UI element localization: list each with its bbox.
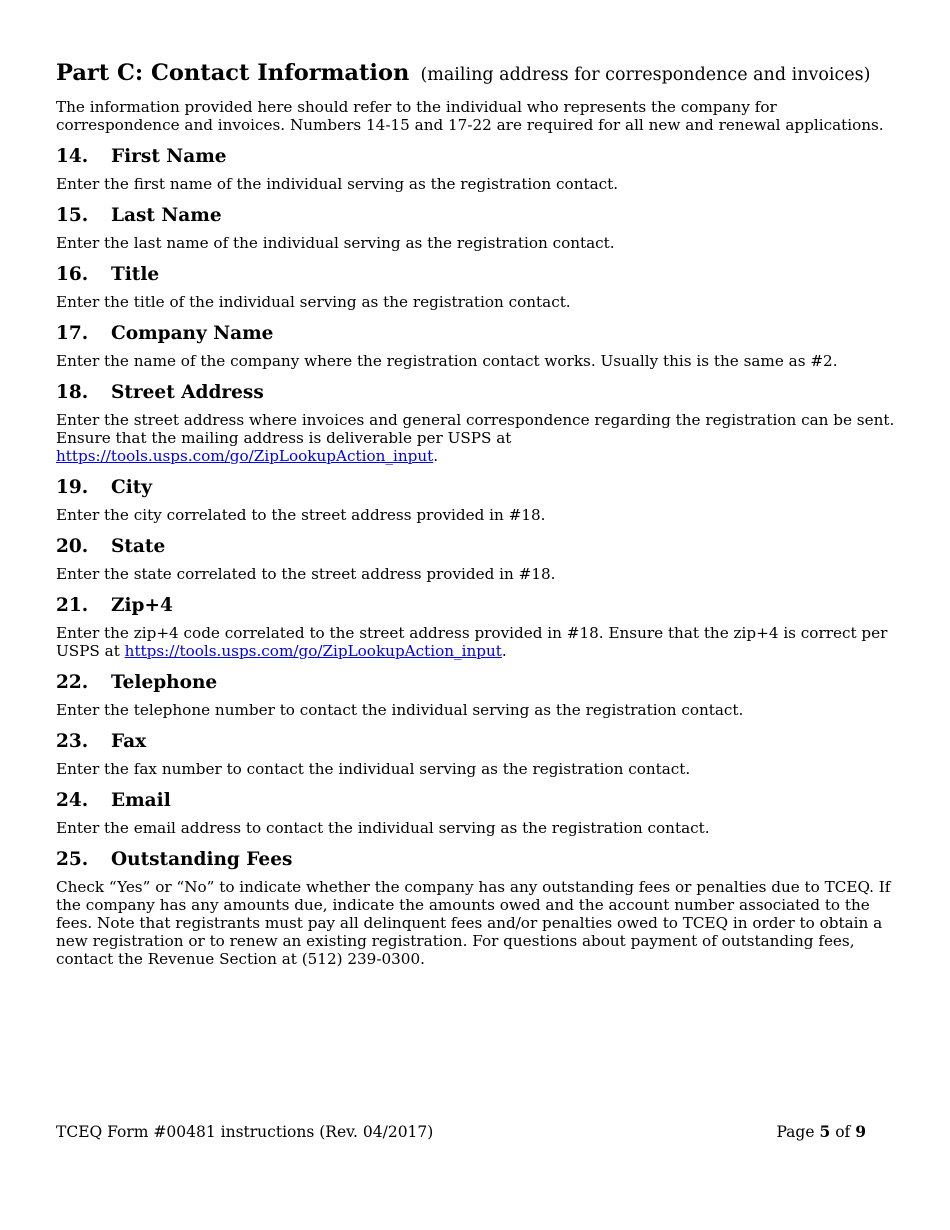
item-body-text: Enter the street address where invoices and general correspondence regarding the registration can be sent. Ensure that the mailing address is deliverable per USPS at bbox=[56, 411, 895, 447]
usps-zip-lookup-link[interactable]: https://tools.usps.com/go/ZipLookupAction_input bbox=[56, 447, 434, 465]
item-number: 19. bbox=[56, 477, 89, 498]
item-section bbox=[56, 376, 898, 465]
item-title: State bbox=[111, 536, 166, 557]
item-number: 16. bbox=[56, 264, 89, 285]
item-section bbox=[56, 199, 898, 252]
item-section bbox=[56, 843, 898, 968]
part-subtitle: (mailing address for correspondence and invoices) bbox=[420, 65, 871, 85]
item-body: Enter the telephone number to contact the individual serving as the registration contact. bbox=[56, 701, 744, 719]
item-body-end: . bbox=[433, 447, 439, 465]
item-title: Company Name bbox=[111, 323, 274, 344]
item-number: 20. bbox=[56, 536, 89, 557]
item-section bbox=[56, 140, 898, 193]
item-heading bbox=[56, 140, 898, 170]
item-heading bbox=[56, 471, 898, 501]
page-word: Page bbox=[776, 1123, 815, 1141]
item-heading bbox=[56, 199, 898, 229]
item-number: 25. bbox=[56, 849, 89, 870]
part-title: Part C: Contact Information bbox=[56, 60, 410, 86]
item-title: Outstanding Fees bbox=[111, 849, 293, 870]
item-body: Check “Yes” or “No” to indicate whether the company has any outstanding fees or penalties due to TCEQ. If the company has any amounts due, indicate the amounts owed and the account number associated to the fees. Note that registrants must pay all delinquent fees and/or penalties owed to TCEQ in order to obtain a new registration or to renew an existing registration. For questions about payment of outstanding fees, contact the Revenue Section at (512) 239-0300. bbox=[56, 878, 891, 968]
part-heading bbox=[56, 54, 898, 90]
item-heading bbox=[56, 843, 898, 873]
item-section bbox=[56, 784, 898, 837]
item-section bbox=[56, 666, 898, 719]
item-section bbox=[56, 471, 898, 524]
of-word: of bbox=[835, 1123, 851, 1141]
item-heading bbox=[56, 666, 898, 696]
item-number: 24. bbox=[56, 790, 89, 811]
item-section bbox=[56, 317, 898, 370]
item-body: Enter the email address to contact the individual serving as the registration contact. bbox=[56, 819, 710, 837]
page-current: 5 bbox=[819, 1122, 831, 1141]
usps-zip-lookup-link[interactable]: https://tools.usps.com/go/ZipLookupAction_input bbox=[124, 642, 502, 660]
item-title: Telephone bbox=[111, 672, 218, 693]
item-title: Email bbox=[111, 790, 171, 811]
item-title: Street Address bbox=[111, 382, 264, 403]
item-number: 23. bbox=[56, 731, 89, 752]
item-title: First Name bbox=[111, 146, 227, 167]
item-number: 21. bbox=[56, 595, 89, 616]
item-body: Enter the city correlated to the street address provided in #18. bbox=[56, 506, 546, 524]
item-heading bbox=[56, 725, 898, 755]
page-total: 9 bbox=[855, 1122, 866, 1141]
item-number: 14. bbox=[56, 146, 89, 167]
item-heading bbox=[56, 530, 898, 560]
item-body-end: . bbox=[501, 642, 507, 660]
item-number: 18. bbox=[56, 382, 89, 403]
item-body: Enter the name of the company where the registration contact works. Usually this is the same as #2. bbox=[56, 352, 838, 370]
page-footer bbox=[56, 1122, 866, 1142]
item-heading bbox=[56, 258, 898, 288]
item-number: 22. bbox=[56, 672, 89, 693]
item-heading bbox=[56, 784, 898, 814]
form-label: TCEQ Form #00481 instructions (Rev. 04/2017) bbox=[56, 1123, 434, 1141]
item-title: Zip+4 bbox=[111, 595, 173, 616]
page-indicator bbox=[776, 1122, 866, 1142]
item-body bbox=[56, 411, 898, 465]
item-body: Enter the title of the individual serving as the registration contact. bbox=[56, 293, 571, 311]
item-number: 17. bbox=[56, 323, 89, 344]
item-section bbox=[56, 530, 898, 583]
item-number: 15. bbox=[56, 205, 89, 226]
item-heading bbox=[56, 589, 898, 619]
item-section bbox=[56, 589, 898, 660]
item-body-text: Enter the zip+4 code correlated to the street address provided in #18. Ensure that the zip+4 is correct per USPS at bbox=[56, 624, 888, 660]
item-body bbox=[56, 624, 898, 660]
item-body: Enter the first name of the individual serving as the registration contact. bbox=[56, 175, 619, 193]
item-body: Enter the state correlated to the street address provided in #18. bbox=[56, 565, 556, 583]
item-body: Enter the last name of the individual serving as the registration contact. bbox=[56, 234, 615, 252]
item-heading bbox=[56, 376, 898, 406]
item-section bbox=[56, 725, 898, 778]
intro-paragraph: The information provided here should refer to the individual who represents the company for correspondence and invoices. Numbers 14-15 and 17-22 are required for all new and renewal applications. bbox=[56, 98, 884, 134]
item-title: Last Name bbox=[111, 205, 222, 226]
item-title: Fax bbox=[111, 731, 147, 752]
item-title: City bbox=[111, 477, 153, 498]
document-page bbox=[56, 54, 898, 974]
item-heading bbox=[56, 317, 898, 347]
item-body: Enter the fax number to contact the individual serving as the registration contact. bbox=[56, 760, 691, 778]
item-title: Title bbox=[111, 264, 160, 285]
item-section bbox=[56, 258, 898, 311]
